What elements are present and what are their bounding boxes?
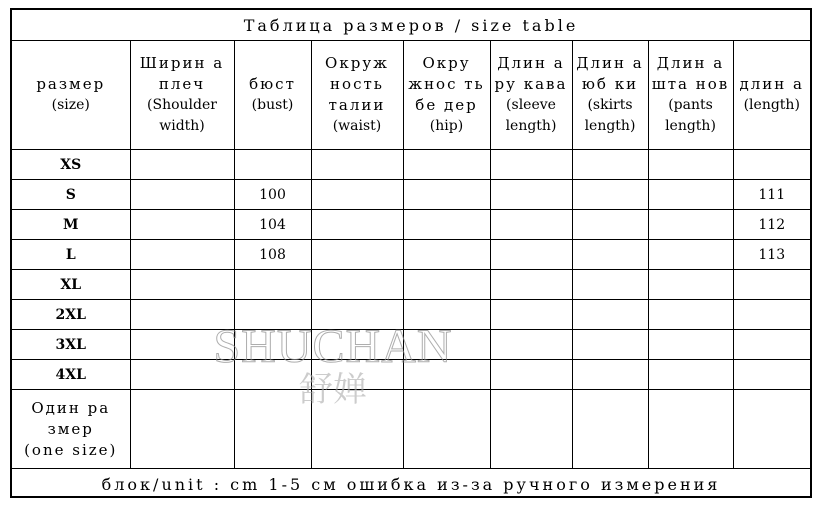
table-row: [12, 180, 810, 210]
cell-length: 113: [733, 240, 810, 270]
table-cell: [490, 390, 572, 469]
cell-skirt: [572, 360, 648, 390]
cell-hip: [403, 300, 490, 330]
cell-sleeve: [490, 240, 572, 270]
cell-waist: [311, 330, 403, 360]
cell-sleeve: [490, 150, 572, 180]
header-skirt: Длин а юб ки (skirts length): [572, 41, 648, 150]
header-sleeve: Длин а ру кава (sleeve length): [490, 41, 572, 150]
size-label: 3XL: [12, 330, 130, 360]
cell-shoulder: [130, 300, 234, 330]
size-label: XS: [12, 150, 130, 180]
size-label: S: [12, 180, 130, 210]
table-row: [12, 300, 810, 330]
watermark-cjk: 舒婵: [299, 370, 367, 410]
header-size: размер (size): [12, 41, 130, 150]
header-waist: Окруж ность талии (waist): [311, 41, 403, 150]
cell-shoulder: [130, 240, 234, 270]
cell-hip: [403, 360, 490, 390]
cell-pants: [648, 180, 733, 210]
table-row: [12, 270, 810, 300]
cell-waist: [311, 270, 403, 300]
header-pants: Длин а шта нов (pants length): [648, 41, 733, 150]
header-bust: бюст (bust): [234, 41, 311, 150]
table-row: [12, 240, 810, 270]
cell-shoulder: [130, 180, 234, 210]
size-label: M: [12, 210, 130, 240]
cell-sleeve: [490, 210, 572, 240]
cell-hip: [403, 150, 490, 180]
table-row: [12, 360, 810, 390]
table-cell: [234, 390, 311, 469]
table-cell: [403, 390, 490, 469]
size-label: L: [12, 240, 130, 270]
cell-hip: [403, 330, 490, 360]
cell-length: [733, 300, 810, 330]
table-cell: [733, 390, 810, 469]
cell-bust: [234, 330, 311, 360]
cell-skirt: [572, 270, 648, 300]
cell-skirt: [572, 180, 648, 210]
table-cell: [648, 390, 733, 469]
cell-shoulder: [130, 270, 234, 300]
table-row: [12, 150, 810, 180]
cell-pants: [648, 210, 733, 240]
cell-bust: [234, 300, 311, 330]
cell-length: 112: [733, 210, 810, 240]
one-size-label: Один ра змер (one size): [12, 390, 130, 469]
cell-sleeve: [490, 180, 572, 210]
cell-waist: [311, 240, 403, 270]
size-chart: [10, 8, 812, 498]
cell-sleeve: [490, 270, 572, 300]
table-row: [12, 210, 810, 240]
cell-skirt: [572, 330, 648, 360]
cell-hip: [403, 270, 490, 300]
cell-hip: [403, 180, 490, 210]
cell-skirt: [572, 150, 648, 180]
cell-bust: [234, 270, 311, 300]
header-hip: Окру жнос ть бе дер (hip): [403, 41, 490, 150]
cell-pants: [648, 240, 733, 270]
cell-pants: [648, 300, 733, 330]
cell-shoulder: [130, 210, 234, 240]
cell-bust: 100: [234, 180, 311, 210]
table-title: Таблица размеров / size table: [12, 10, 810, 41]
size-label: 4XL: [12, 360, 130, 390]
cell-shoulder: [130, 150, 234, 180]
cell-hip: [403, 210, 490, 240]
cell-hip: [403, 240, 490, 270]
header-shoulder: Ширин а плеч (Shoulder width): [130, 41, 234, 150]
table-cell: [311, 390, 403, 469]
cell-waist: [311, 180, 403, 210]
watermark-latin: SHUCHAN: [213, 320, 453, 373]
cell-bust: 104: [234, 210, 311, 240]
cell-length: 111: [733, 180, 810, 210]
cell-length: [733, 270, 810, 300]
cell-skirt: [572, 300, 648, 330]
cell-sleeve: [490, 330, 572, 360]
cell-bust: [234, 360, 311, 390]
cell-length: [733, 330, 810, 360]
cell-pants: [648, 330, 733, 360]
cell-waist: [311, 210, 403, 240]
cell-length: [733, 360, 810, 390]
size-table: [12, 10, 810, 499]
cell-bust: 108: [234, 240, 311, 270]
table-cell: [130, 390, 234, 469]
cell-waist: [311, 360, 403, 390]
cell-shoulder: [130, 360, 234, 390]
cell-sleeve: [490, 360, 572, 390]
cell-bust: [234, 150, 311, 180]
cell-sleeve: [490, 300, 572, 330]
size-label: XL: [12, 270, 130, 300]
cell-shoulder: [130, 330, 234, 360]
header-length: длин а (length): [733, 41, 810, 150]
size-label: 2XL: [12, 300, 130, 330]
cell-pants: [648, 360, 733, 390]
table-cell: [572, 390, 648, 469]
cell-waist: [311, 150, 403, 180]
cell-skirt: [572, 210, 648, 240]
cell-waist: [311, 300, 403, 330]
table-row-one-size: [12, 390, 810, 469]
table-row: [12, 330, 810, 360]
footer-note: блок/unit : cm 1-5 см ошибка из-за ручного измерения: [12, 469, 810, 500]
cell-length: [733, 150, 810, 180]
header-row: [12, 41, 810, 150]
cell-pants: [648, 270, 733, 300]
cell-skirt: [572, 240, 648, 270]
cell-pants: [648, 150, 733, 180]
